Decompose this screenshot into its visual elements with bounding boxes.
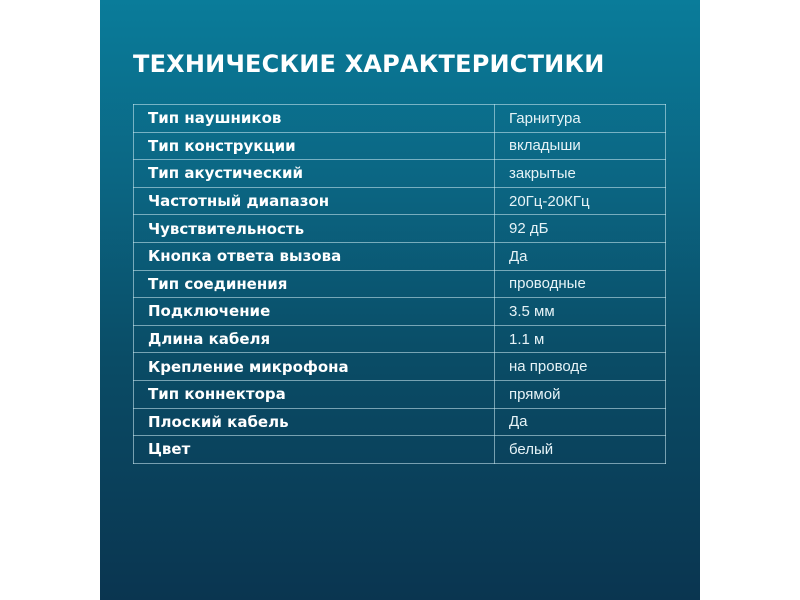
spec-row <box>134 353 666 381</box>
spec-row <box>134 270 666 298</box>
spec-value: 20Гц-20КГц <box>495 187 666 215</box>
spec-row <box>134 105 666 133</box>
spec-label: Частотный диапазон <box>134 187 495 215</box>
spec-row <box>134 325 666 353</box>
spec-label: Тип конструкции <box>134 132 495 160</box>
spec-value: белый <box>495 436 666 464</box>
spec-value: Да <box>495 242 666 270</box>
spec-value: прямой <box>495 380 666 408</box>
spec-row <box>134 408 666 436</box>
spec-label: Тип коннектора <box>134 380 495 408</box>
spec-table <box>133 104 666 464</box>
spec-row <box>134 242 666 270</box>
spec-value: вкладыши <box>495 132 666 160</box>
spec-card <box>100 0 700 600</box>
spec-label: Тип наушников <box>134 105 495 133</box>
spec-row <box>134 160 666 188</box>
spec-label: Длина кабеля <box>134 325 495 353</box>
spec-label: Подключение <box>134 298 495 326</box>
spec-label: Тип соединения <box>134 270 495 298</box>
spec-label: Плоский кабель <box>134 408 495 436</box>
spec-value: Да <box>495 408 666 436</box>
spec-value: 1.1 м <box>495 325 666 353</box>
spec-label: Крепление микрофона <box>134 353 495 381</box>
spec-label: Чувствительность <box>134 215 495 243</box>
spec-value: на проводе <box>495 353 666 381</box>
spec-value: 3.5 мм <box>495 298 666 326</box>
spec-label: Цвет <box>134 436 495 464</box>
spec-label: Тип акустический <box>134 160 495 188</box>
spec-row <box>134 187 666 215</box>
spec-row <box>134 215 666 243</box>
spec-row <box>134 436 666 464</box>
spec-value: 92 дБ <box>495 215 666 243</box>
spec-row <box>134 298 666 326</box>
page-title: ТЕХНИЧЕСКИЕ ХАРАКТЕРИСТИКИ <box>133 50 605 78</box>
spec-value: закрытые <box>495 160 666 188</box>
spec-row <box>134 380 666 408</box>
spec-value: проводные <box>495 270 666 298</box>
spec-row <box>134 132 666 160</box>
spec-value: Гарнитура <box>495 105 666 133</box>
spec-label: Кнопка ответа вызова <box>134 242 495 270</box>
